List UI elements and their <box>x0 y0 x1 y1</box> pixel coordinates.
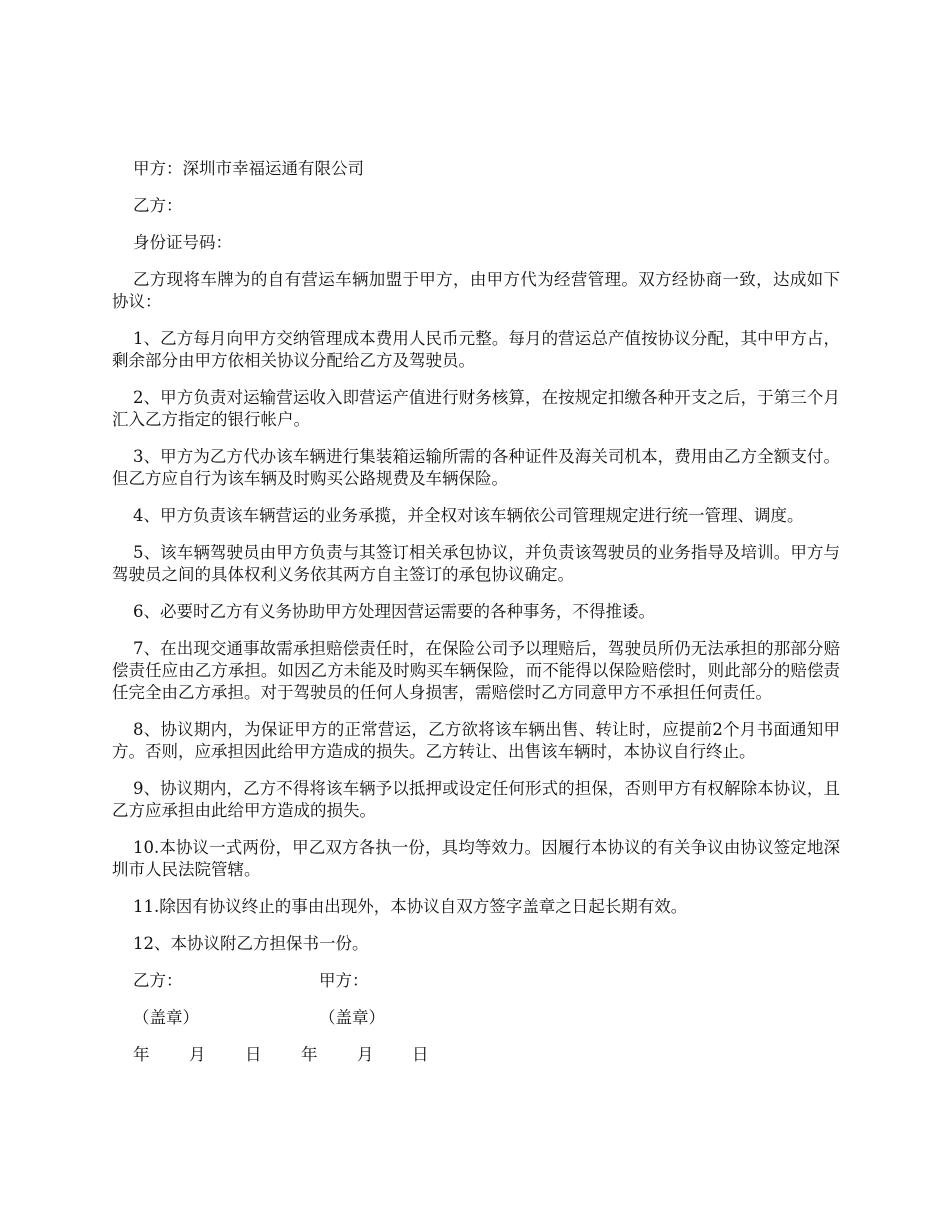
party-b-date-day: 日 <box>245 1045 262 1064</box>
party-a-date-month: 月 <box>357 1045 374 1064</box>
clause-4: 4、甲方负责该车辆营运的业务承揽，并全权对该车辆依公司管理规定进行统一管理、调度。 <box>133 506 804 525</box>
clause-12: 12、本协议附乙方担保书一份。 <box>133 934 369 953</box>
id-number-line: 身份证号码： <box>133 233 232 252</box>
clause-1: 1、乙方每月向甲方交纳管理成本费用人民币元整。每月的营运总产值按协议分配，其中甲方占，剩余部分由甲方依相关协议分配给乙方及驾驶员。 <box>112 329 840 370</box>
party-a-date-day: 日 <box>412 1045 429 1064</box>
clause-9: 9、协议期内，乙方不得将该车辆予以抵押或设定任何形式的担保，否则甲方有权解除本协议，且乙方应承担由此给甲方造成的损失。 <box>112 779 840 820</box>
clause-3: 3、甲方为乙方代办该车辆进行集装箱运输所需的各种证件及海关司机本，费用由乙方全额支付。但乙方应自行为该车辆及时购买公路规费及车辆保险。 <box>112 447 840 488</box>
clause-6: 6、必要时乙方有义务协助甲方处理因营运需要的各种事务，不得推诿。 <box>133 602 655 621</box>
party-a-line: 甲方：深圳市幸福运通有限公司 <box>133 159 364 178</box>
clause-5: 5、该车辆驾驶员由甲方负责与其签订相关承包协议，并负责该驾驶员的业务指导及培训。甲方与驾驶员之间的具体权利义务依其两方自主签订的承包协议确定。 <box>112 543 840 584</box>
party-a-signature-label: 甲方： <box>319 971 369 990</box>
party-b-date-month: 月 <box>189 1045 206 1064</box>
seal-row <box>112 1007 840 1029</box>
agreement-body <box>112 158 840 1066</box>
clause-7: 7、在出现交通事故需承担赔偿责任时，在保险公司予以理赔后，驾驶员所仍无法承担的那部分赔偿责任应由乙方承担。如因乙方未能及时购买车辆保险，而不能得以保险赔偿时，则此部分的赔偿责任完全由乙方承担。对于驾驶员的任何人身损害，需赔偿时乙方同意甲方不承担任何责任。 <box>112 639 840 702</box>
clause-8: 8、协议期内，为保证甲方的正常营运，乙方欲将该车辆出售、转让时，应提前2个月书面通知甲方。否则，应承担因此给甲方造成的损失。乙方转让、出售该车辆时，本协议自行终止。 <box>112 720 840 761</box>
clause-2: 2、甲方负责对运输营运收入即营运产值进行财务核算，在按规定扣缴各种开支之后，于第三个月汇入乙方指定的银行帐户。 <box>112 388 840 429</box>
party-b-signature-label: 乙方： <box>133 971 183 990</box>
party-a-date-year: 年 <box>301 1045 318 1064</box>
signature-labels-row <box>112 970 840 992</box>
party-b-seal: （盖章） <box>133 1008 199 1027</box>
clause-11: 11.除因有协议终止的事由出现外，本协议自双方签字盖章之日起长期有效。 <box>133 897 688 916</box>
party-a-seal: （盖章） <box>319 1008 385 1027</box>
party-b-date-year: 年 <box>133 1045 150 1064</box>
date-row <box>112 1044 840 1066</box>
clause-10: 10.本协议一式两份，甲乙双方各执一份，具均等效力。因履行本协议的有关争议由协议签定地深圳市人民法院管辖。 <box>112 838 840 879</box>
intro-paragraph: 乙方现将车牌为的自有营运车辆加盟于甲方，由甲方代为经营管理。双方经协商一致，达成如下协议： <box>112 270 840 311</box>
party-b-line: 乙方： <box>133 196 183 215</box>
